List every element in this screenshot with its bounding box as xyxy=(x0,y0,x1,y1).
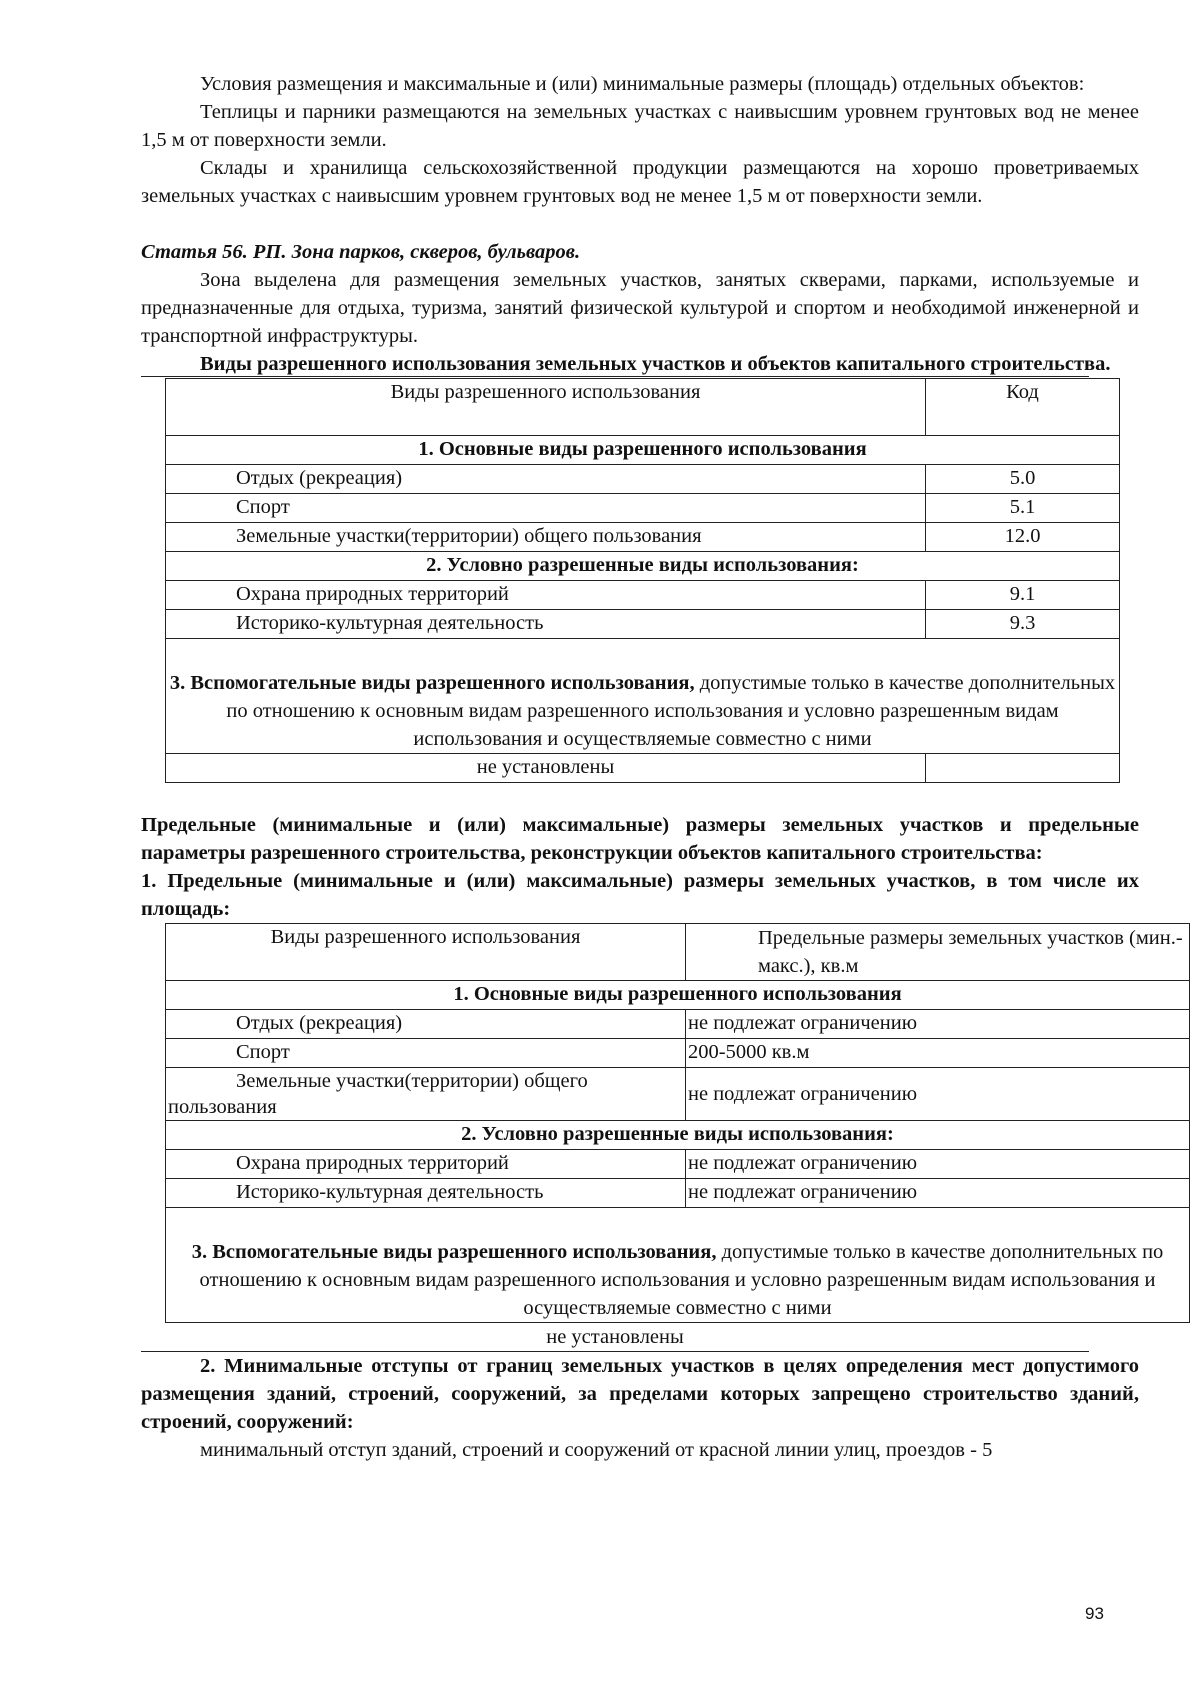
header-use: Виды разрешенного использования xyxy=(166,924,686,981)
table-row: Историко-культурная деятельность не подлежат ограничению xyxy=(166,1179,1190,1208)
aux-value: не установлены xyxy=(141,1323,1089,1352)
permitted-use-table xyxy=(165,378,1120,783)
table-row: Спорт 200-5000 кв.м xyxy=(166,1039,1190,1068)
table-row: Земельные участки(территории) общего пользования не подлежат ограничению xyxy=(166,1068,1190,1121)
aux-title: 3. Вспомогательные виды разрешенного использования, xyxy=(191,1241,717,1263)
table-row: Отдых (рекреация) 5.0 xyxy=(166,465,1120,494)
table-row: Отдых (рекреация) не подлежат ограничению xyxy=(166,1010,1190,1039)
paragraph-greenhouses: Теплицы и парники размещаются на земельных участках с наивысшим уровнем грунтовых вод не менее 1,5 м от поверхности земли. xyxy=(141,101,1139,151)
types-heading: Виды разрешенного использования земельных участков и объектов капитального строительства. xyxy=(141,350,1139,378)
page-number: 93 xyxy=(1085,1604,1104,1623)
page-content xyxy=(141,70,1183,1464)
aux-value: не установлены xyxy=(166,754,926,783)
table-row: Охрана природных территорий не подлежат ограничению xyxy=(166,1150,1190,1179)
aux-title: 3. Вспомогательные виды разрешенного использования, xyxy=(169,672,695,694)
section-conditional: 2. Условно разрешенные виды использования: xyxy=(166,1121,1190,1150)
header-use: Виды разрешенного использования xyxy=(166,379,926,436)
header-size: Предельные размеры земельных участков (мин.-макс.), кв.м xyxy=(686,924,1190,981)
paragraph-conditions: Условия размещения и максимальные и (или) минимальные размеры (площадь) отдельных объектов: xyxy=(200,73,1085,95)
section-conditional: 2. Условно разрешенные виды использования: xyxy=(166,552,1120,581)
table-row: Охрана природных территорий 9.1 xyxy=(166,581,1120,610)
table-row: Земельные участки(территории) общего пользования 12.0 xyxy=(166,523,1120,552)
limits-subheading: 1. Предельные (минимальные и (или) максимальные) размеры земельных участков, в том числе их площадь: xyxy=(141,870,1139,920)
aux-description: допустимые только в качестве дополнительных по отношению к основным видам разрешенного использования и условно разрешенным видам использования и осуществляемые совместно с ними xyxy=(226,672,1116,750)
section-main: 1. Основные виды разрешенного использования xyxy=(166,981,1190,1010)
section-auxiliary xyxy=(166,1208,1190,1323)
header-code: Код xyxy=(926,379,1120,436)
setbacks-heading: 2. Минимальные отступы от границ земельных участков в целях определения мест допустимого размещения зданий, строений, сооружений, за пределами которых запрещено строительство зданий, строений, сооружений: xyxy=(141,1355,1139,1433)
limits-heading: Предельные (минимальные и (или) максимальные) размеры земельных участков и предельные параметры разрешенного строительства, реконструкции объектов капитального строительства: xyxy=(141,814,1139,864)
aux-description: допустимые только в качестве дополнительных по отношению к основным видам разрешенного использования и условно разрешенным видам использования и осуществляемые совместно с ними xyxy=(199,1241,1164,1319)
plot-size-table xyxy=(165,923,1190,1323)
section-auxiliary xyxy=(166,639,1120,754)
paragraph-warehouses: Склады и хранилища сельскохозяйственной продукции размещаются на хорошо проветриваемых земельных участках с наивысшим уровнем грунтовых вод не менее 1,5 м от поверхности земли. xyxy=(141,157,1139,207)
section-main: 1. Основные виды разрешенного использования xyxy=(166,436,1120,465)
setbacks-text: минимальный отступ зданий, строений и сооружений от красной линии улиц, проездов - 5 xyxy=(200,1439,993,1461)
paragraph-zone-description: Зона выделена для размещения земельных участков, занятых скверами, парками, используемые и предназначенные для отдыха, туризма, занятий физической культурой и спортом и необходимой инженерной и транспортной инфраструктуры. xyxy=(141,269,1139,347)
table-row: Историко-культурная деятельность 9.3 xyxy=(166,610,1120,639)
table-row: Спорт 5.1 xyxy=(166,494,1120,523)
article-title: Статья 56. РП. Зона парков, скверов, бульваров. xyxy=(141,241,581,263)
aux-code-empty xyxy=(926,754,1120,783)
